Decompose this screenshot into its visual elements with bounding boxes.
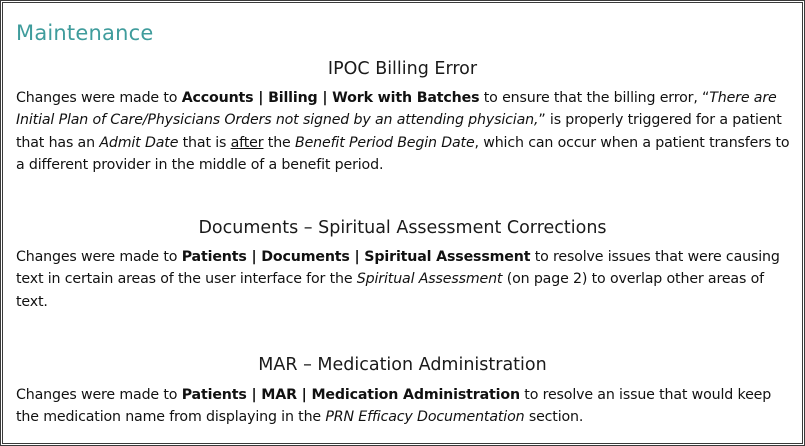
section-title-mar-medication-administration: MAR – Medication Administration xyxy=(258,355,547,375)
body-text: that is xyxy=(178,134,231,151)
field-name: PRN Efficacy Documentation xyxy=(325,409,525,426)
body-text: Changes were made to xyxy=(16,90,182,106)
body-text: (on page 2) to overlap other areas of text. xyxy=(16,271,764,310)
menu-path: Accounts | Billing | Work with Batches xyxy=(181,90,480,106)
menu-path: Patients | Documents | Spiritual Assessment xyxy=(181,249,531,265)
page-title: Maintenance xyxy=(16,21,154,45)
body-text: the xyxy=(263,134,295,151)
body-text: section. xyxy=(524,409,584,426)
section-body-ipoc-billing-error xyxy=(16,87,792,176)
body-text: ” is properly triggered for a patient that has an xyxy=(16,112,782,151)
body-text: to ensure that the billing error, “ xyxy=(479,90,710,106)
body-text: to resolve an issue that would keep the medication name from displaying in the xyxy=(16,387,772,426)
body-text: Changes were made to xyxy=(16,387,182,403)
section-title-ipoc-billing-error: IPOC Billing Error xyxy=(327,59,478,79)
section-body-spiritual-assessment xyxy=(16,246,792,313)
section-body-mar-medication-administration xyxy=(16,384,792,429)
field-name: Benefit Period Begin Date xyxy=(295,134,475,151)
body-text: , which can occur when a patient transfers to a different provider in the middle of a benefit period. xyxy=(16,134,790,173)
field-name: Spiritual Assessment xyxy=(356,271,503,288)
section-title-spiritual-assessment: Documents – Spiritual Assessment Corrections xyxy=(198,218,607,238)
error-message-quote: There are Initial Plan of Care/Physicians Orders not signed by an attending physician, xyxy=(16,90,777,129)
menu-path: Patients | MAR | Medication Administration xyxy=(181,387,520,403)
body-text: Changes were made to xyxy=(16,249,182,265)
emphasis-text: after xyxy=(230,134,264,151)
body-text: to resolve issues that were causing text in certain areas of the user interface for the xyxy=(16,249,780,288)
field-name: Admit Date xyxy=(99,134,179,151)
